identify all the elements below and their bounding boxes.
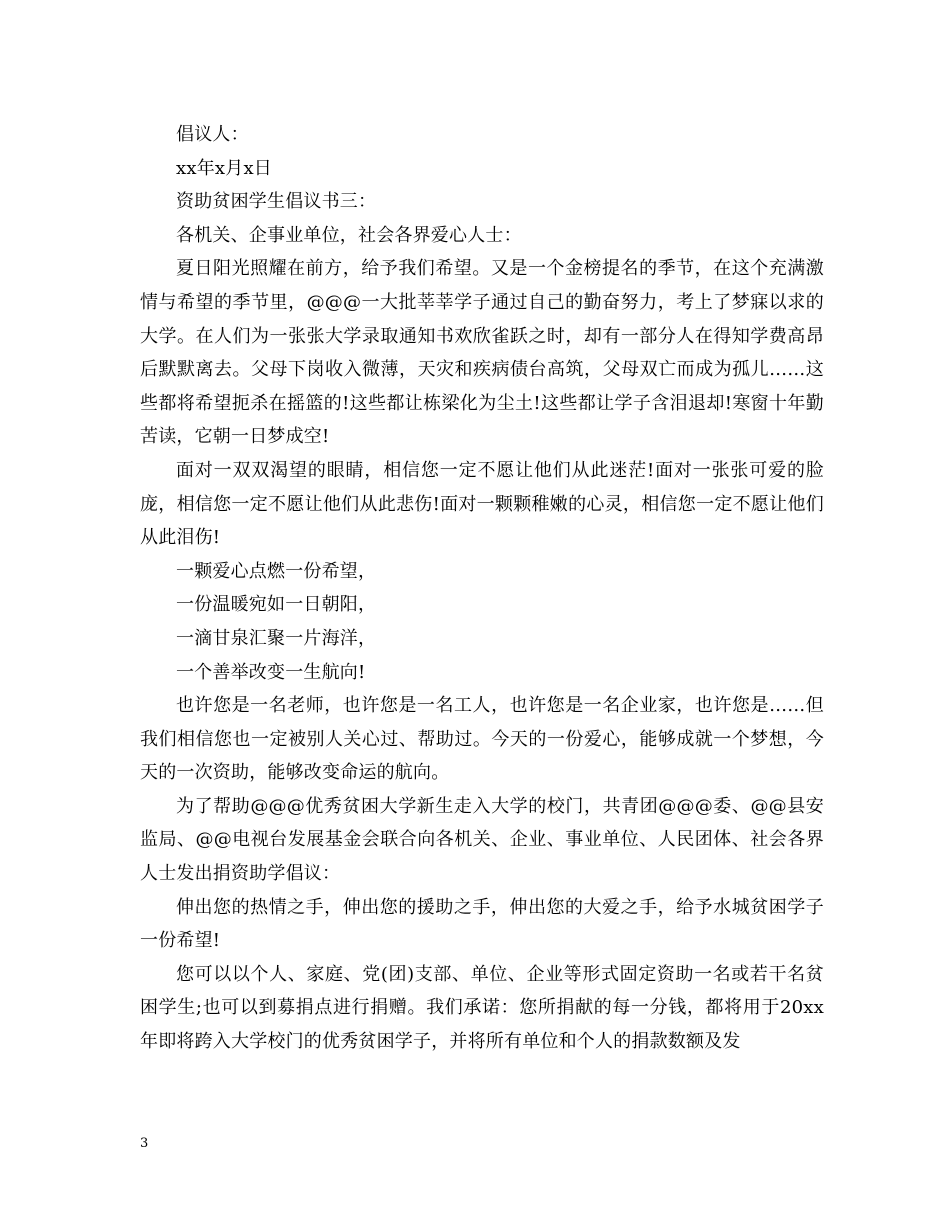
section-title: 资助贫困学生倡议书三： [176,191,377,213]
date-line: xx年x月x日 [176,157,273,179]
paragraph-methods: 您可以以个人、家庭、党(团)支部、单位、企业等形式固定资助一名或若干名贫困学生;也可以到募捐点进行捐赠。我们承诺：您所捐献的每一分钱，都将用于20xx年即将跨入大学校门的优秀贫困学子，并将所有单位和个人的捐款数额及发 [140,963,824,1053]
paragraph-call: 伸出您的热情之手，伸出您的援助之手，伸出您的大爱之手，给予水城贫困学子一份希望! [140,896,824,952]
paragraph-reader: 也许您是一名老师，也许您是一名工人，也许您是一名企业家，也许您是……但我们相信您也一定被别人关心过、帮助过。今天的一份爱心，能够成就一个梦想，今天的一次资助，能够改变命运的航向。 [140,695,824,784]
verse-line: 一个善举改变一生航向! [176,661,366,683]
paragraph-appeal: 面对一双双渴望的眼睛，相信您一定不愿让他们从此迷茫!面对一张张可爱的脸庞，相信您一定不愿让他们从此悲伤!面对一颗颗稚嫩的心灵，相信您一定不愿让他们从此泪伤! [140,459,824,549]
paragraph-intro: 夏日阳光照耀在前方，给予我们希望。又是一个金榜提名的季节，在这个充满激情与希望的季节里，@@@一大批莘莘学子通过自己的勤奋努力，考上了梦寐以求的大学。在人们为一张张大学录取通知书欢欣雀跃之时，却有一部分人在得知学费高昂后默默离去。父母下岗收入微薄，天灾和疾病债台高筑，父母双亡而成为孤儿……这些都将希望扼杀在摇篮的!这些都让栋梁化为尘土!这些都让学子含泪退却!寒窗十年勤苦读，它朝一日梦成空! [140,258,824,448]
salutation: 各机关、企事业单位，社会各界爱心人士： [176,224,522,246]
signature-label: 倡议人： [176,124,249,145]
verse-line: 一滴甘泉汇聚一片海洋， [176,627,377,649]
verse-line: 一份温暖宛如一日朝阳， [176,594,377,616]
page-number: 3 [140,1136,149,1151]
verse-line: 一颗爱心点燃一份希望， [176,560,377,582]
paragraph-initiative: 为了帮助@@@优秀贫困大学新生走入大学的校门，共青团@@@委、@@县安监局、@@电视台发展基金会联合向各机关、企业、事业单位、人民团体、社会各界人士发出捐资助学倡议： [140,795,824,885]
document-body [140,118,824,1059]
